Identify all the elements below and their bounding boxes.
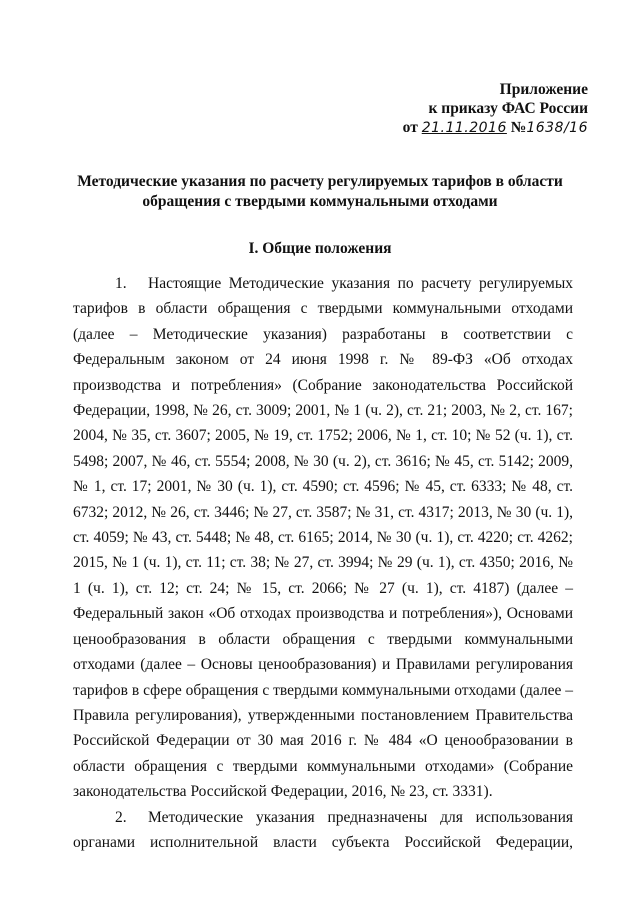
paragraph-text: Настоящие Методические указания по расчету регулируемых тарифов в области обращения с твердыми коммунальными отходами (далее – Методические указания) разработаны в соответствии с Федеральным законом от 24 июня 1998 г. № 89-ФЗ «Об отходах производства и потребления» (Собрание законодательства Российской Федерации, 1998, № 26, ст. 3009; 2001, № 1 (ч. 2), ст. 21; 2003, № 2, ст. 167; 2004, № 35, ст. 3607; 2005, № 19, ст. 1752; 2006, № 1, ст. 10; № 52 (ч. 1), ст. 5498; 2007, № 46, ст. 5554; 2008, № 30 (ч. 2), ст. 3616; № 45, ст. 5142; 2009, № 1, ст. 17; 2001, № 30 (ч. 1), ст. 4590; ст. 4596; № 45, ст. 6333; № 48, ст. 6732; 2012, № 26, ст. 3446; № 27, ст. 3587; № 31, ст. 4317; 2013, № 30 (ч. 1), ст. 4059; № 43, ст. 5448; № 48, ст. 6165; 2014, № 30 (ч. 1), ст. 4220; ст. 4262; 2015, № 1 (ч. 1), ст. 11; ст. 38; № 27, ст. 3994; № 29 (ч. 1), ст. 4350; 2016, № 1 (ч. 1), ст. 12; ст. 24; № 15, ст. 2066; № 27 (ч. 1), ст. 4187) (далее – Федеральный закон «Об отходах производства и потребления»), Основами ценообразования в области обращения с твердыми коммунальными отходами (далее – Основы ценообразования) и Правилами регулирования тарифов в сфере обращения с твердыми коммунальными отходами (далее – Правила регулирования), утвержденными постановлением Правительства Российской Федерации от 30 мая 2016 г. № 484 «О ценообразовании в области обращения с твердыми коммунальными отходами» (Собрание законодательства Российской Федерации, 2016, № 23, ст. 3331). <box>73 275 573 801</box>
handwritten-date: 21.11.2016 <box>421 120 507 136</box>
order-reference: к приказу ФАС России <box>428 100 588 117</box>
paragraph-number: 2. <box>115 808 127 826</box>
order-date-number <box>403 118 588 138</box>
paragraph-1 <box>73 271 573 805</box>
title-line-1: Методические указания по расчету регулируемых тарифов в области <box>77 173 563 190</box>
title-line-2: обращения с твердыми коммунальными отходами <box>142 193 498 210</box>
paragraph-text: Методические указания предназначены для использования органами исполнительной власти субъекта Российской Федерации, <box>73 808 573 851</box>
appendix-header <box>403 80 588 138</box>
appendix-label: Приложение <box>499 81 588 98</box>
document-title <box>40 172 600 212</box>
date-prefix: от <box>402 119 418 136</box>
section-title: I. Общие положения <box>248 240 392 257</box>
paragraph-2 <box>73 805 573 856</box>
number-prefix: № <box>510 119 527 136</box>
paragraph-number: 1. <box>115 275 127 292</box>
body-text <box>73 271 573 855</box>
handwritten-number: 1638/16 <box>526 120 588 136</box>
